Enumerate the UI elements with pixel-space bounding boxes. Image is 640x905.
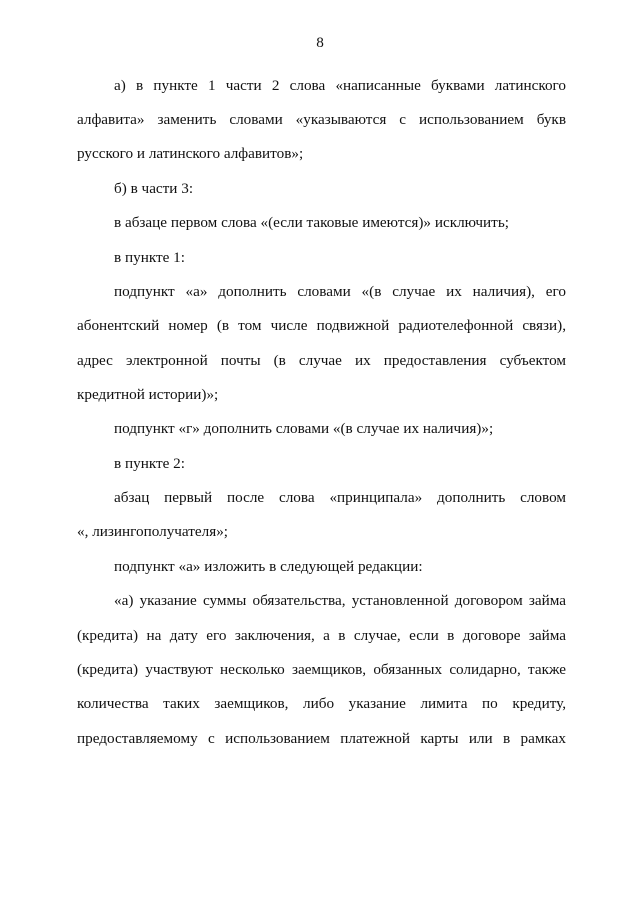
text-line: абзац первый после слова «принципала» дополнить словом [114, 489, 566, 506]
text-line: подпункт «а» дополнить словами «(в случае их наличия), его [114, 283, 566, 300]
text-line: «, лизингополучателя»; [77, 523, 229, 540]
page-number: 8 [316, 34, 324, 51]
text-line: (кредита) участвуют несколько заемщиков, обязанных солидарно, также [77, 661, 566, 678]
text-line: подпункт «а» изложить в следующей редакции: [114, 558, 423, 575]
text-line: в пункте 1: [114, 249, 185, 266]
text-line: (кредита) на дату его заключения, а в случае, если в договоре займа [77, 627, 566, 644]
text-line: адрес электронной почты (в случае их предоставления субъектом [77, 352, 566, 369]
text-line: алфавита» заменить словами «указываются с использованием букв [77, 111, 566, 128]
text-line: абонентский номер (в том числе подвижной радиотелефонной связи), [77, 317, 566, 334]
text-line: предоставляемому с использованием платежной карты или в рамках [77, 730, 566, 747]
text-line: подпункт «г» дополнить словами «(в случае их наличия)»; [114, 420, 494, 437]
text-line: русского и латинского алфавитов»; [77, 145, 304, 162]
text-line: кредитной истории)»; [77, 386, 219, 403]
text-line: количества таких заемщиков, либо указание лимита по кредиту, [77, 695, 566, 712]
text-line: в пункте 2: [114, 455, 185, 472]
text-line: «а) указание суммы обязательства, установленной договором займа [114, 592, 566, 609]
text-line: а) в пункте 1 части 2 слова «написанные буквами латинского [114, 77, 566, 94]
text-line: б) в части 3: [114, 180, 194, 197]
text-line: в абзаце первом слова «(если таковые имеются)» исключить; [114, 214, 509, 231]
